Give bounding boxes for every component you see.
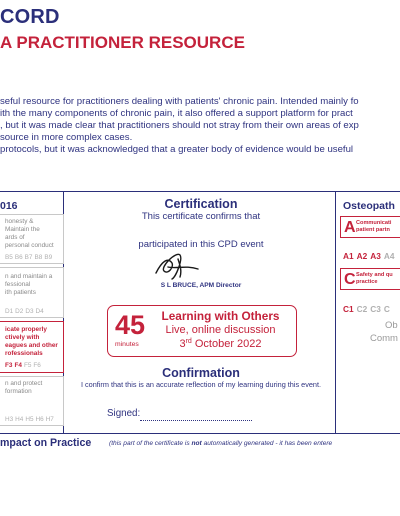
event-date <box>148 338 293 350</box>
document-title: CORD <box>0 6 60 28</box>
right-divider <box>335 191 336 434</box>
osteopath-box-text: practice <box>356 279 378 285</box>
signature-scribble <box>146 247 206 283</box>
osteopath-code: C2 <box>356 304 368 314</box>
standard-text: ith patients <box>5 289 36 296</box>
standard-code: D1 <box>5 308 14 315</box>
standard-text: eagues and other <box>5 342 58 349</box>
event-minutes-label: minutes <box>115 341 139 348</box>
standard-text: formation <box>5 388 32 395</box>
osteopath-code-active: A3 <box>370 251 381 261</box>
standard-codes <box>5 362 43 369</box>
osteopath-box-a <box>340 216 400 238</box>
standard-code: B8 <box>34 254 43 261</box>
osteopath-code: A4 <box>383 251 395 261</box>
standards-year: 016 <box>0 200 18 212</box>
osteopath-box-text: patient partn <box>356 227 390 233</box>
certification-line-2: participated in this CPD event <box>138 239 264 250</box>
osteopath-obs-label: Ob <box>385 320 398 331</box>
event-minutes: 45 <box>115 310 146 340</box>
event-date-suffix: rd <box>185 338 192 345</box>
standard-codes <box>5 308 46 315</box>
standard-code: B6 <box>14 254 23 261</box>
signed-label: Signed: <box>107 408 141 419</box>
certification-title: Certification <box>164 197 238 211</box>
osteopath-box-c <box>340 268 400 290</box>
osteopath-code-active: A2 <box>356 251 368 261</box>
standard-code: H6 <box>35 416 44 423</box>
standard-text: n and maintain a <box>5 273 53 280</box>
signature-line[interactable] <box>140 420 252 421</box>
standard-box-h <box>0 376 64 426</box>
standard-code: D2 <box>15 308 24 315</box>
confirmation-text: I confirm that this is an accurate reflection of my learning during this event. <box>80 380 322 389</box>
osteopath-box-letter: A <box>344 219 356 236</box>
standard-text: ards of <box>5 234 25 241</box>
intro-line-1: seful resource for practitioners dealing with patients' chronic pain. Intended mainly fo <box>0 96 359 107</box>
intro-line-2: ith the many components of chronic pain, it also offered a support platform for pract <box>0 108 353 119</box>
standard-code: B9 <box>44 254 53 261</box>
document-subtitle: A PRACTITIONER RESOURCE <box>0 33 245 52</box>
osteopath-code: C <box>383 304 390 314</box>
intro-line-5: protocols, but it was acknowledged that a greater body of evidence would be useful <box>0 144 354 155</box>
standard-codes <box>5 416 56 423</box>
standard-code: D4 <box>35 308 44 315</box>
standard-text: fessional <box>5 281 31 288</box>
osteopath-code-active: A1 <box>343 251 354 261</box>
osteopath-codes-c <box>343 304 393 314</box>
standard-codes <box>5 254 54 261</box>
standard-text: honesty & <box>5 218 34 225</box>
signer-name: S L BRUCE, APM Director <box>160 282 242 289</box>
standard-code: B5 <box>5 254 13 261</box>
osteopath-comm-label: Comm <box>370 333 398 344</box>
standard-box-f <box>0 321 64 373</box>
impact-note <box>109 440 332 447</box>
standard-code: F6 <box>33 362 41 369</box>
standard-code: H7 <box>45 416 54 423</box>
standard-code: B7 <box>24 254 33 261</box>
standard-code: F5 <box>23 362 32 369</box>
osteopath-code: C3 <box>370 304 381 314</box>
osteopath-box-letter: C <box>344 271 356 288</box>
standard-text: icate properly <box>5 326 47 333</box>
event-date-day: 3 <box>179 338 186 350</box>
standard-code: H3 <box>5 416 14 423</box>
standard-code: H4 <box>15 416 24 423</box>
event-title: Learning with Others <box>161 309 280 323</box>
standard-box-b <box>0 214 64 264</box>
confirmation-title: Confirmation <box>162 366 240 380</box>
standard-text: rofessionals <box>5 350 43 357</box>
osteopath-code-active: C1 <box>343 304 354 314</box>
standard-box-d <box>0 267 64 318</box>
event-type: Live, online discussion <box>165 324 276 336</box>
impact-note-end: automatically generated - it has been entere <box>201 440 333 447</box>
standard-code: D3 <box>25 308 34 315</box>
event-date-rest: October 2022 <box>191 338 262 350</box>
standard-text: Maintain the <box>5 226 40 233</box>
standard-text: personal conduct <box>5 242 54 249</box>
standard-code-active: F3 <box>5 362 13 369</box>
osteopath-codes-a <box>343 251 397 261</box>
impact-note-start: (this part of the certificate is <box>109 440 192 447</box>
intro-line-3: , but it was made clear that practitioners should not stray from their own areas of exp <box>0 120 359 131</box>
impact-title: mpact on Practice <box>0 437 92 449</box>
intro-line-4: source in more complex cases. <box>0 132 133 143</box>
standard-code-active: F4 <box>14 362 22 369</box>
impact-note-bold: not <box>191 440 202 447</box>
standard-code: H5 <box>25 416 34 423</box>
osteopath-box-text: Communicati <box>356 220 392 226</box>
osteopath-title: Osteopath <box>343 200 395 212</box>
osteopath-box-text: Safety and qu <box>356 272 393 278</box>
standard-text: ctively with <box>5 334 40 341</box>
certification-line-1: This certificate confirms that <box>141 211 261 222</box>
standard-text: n and protect <box>5 380 43 387</box>
